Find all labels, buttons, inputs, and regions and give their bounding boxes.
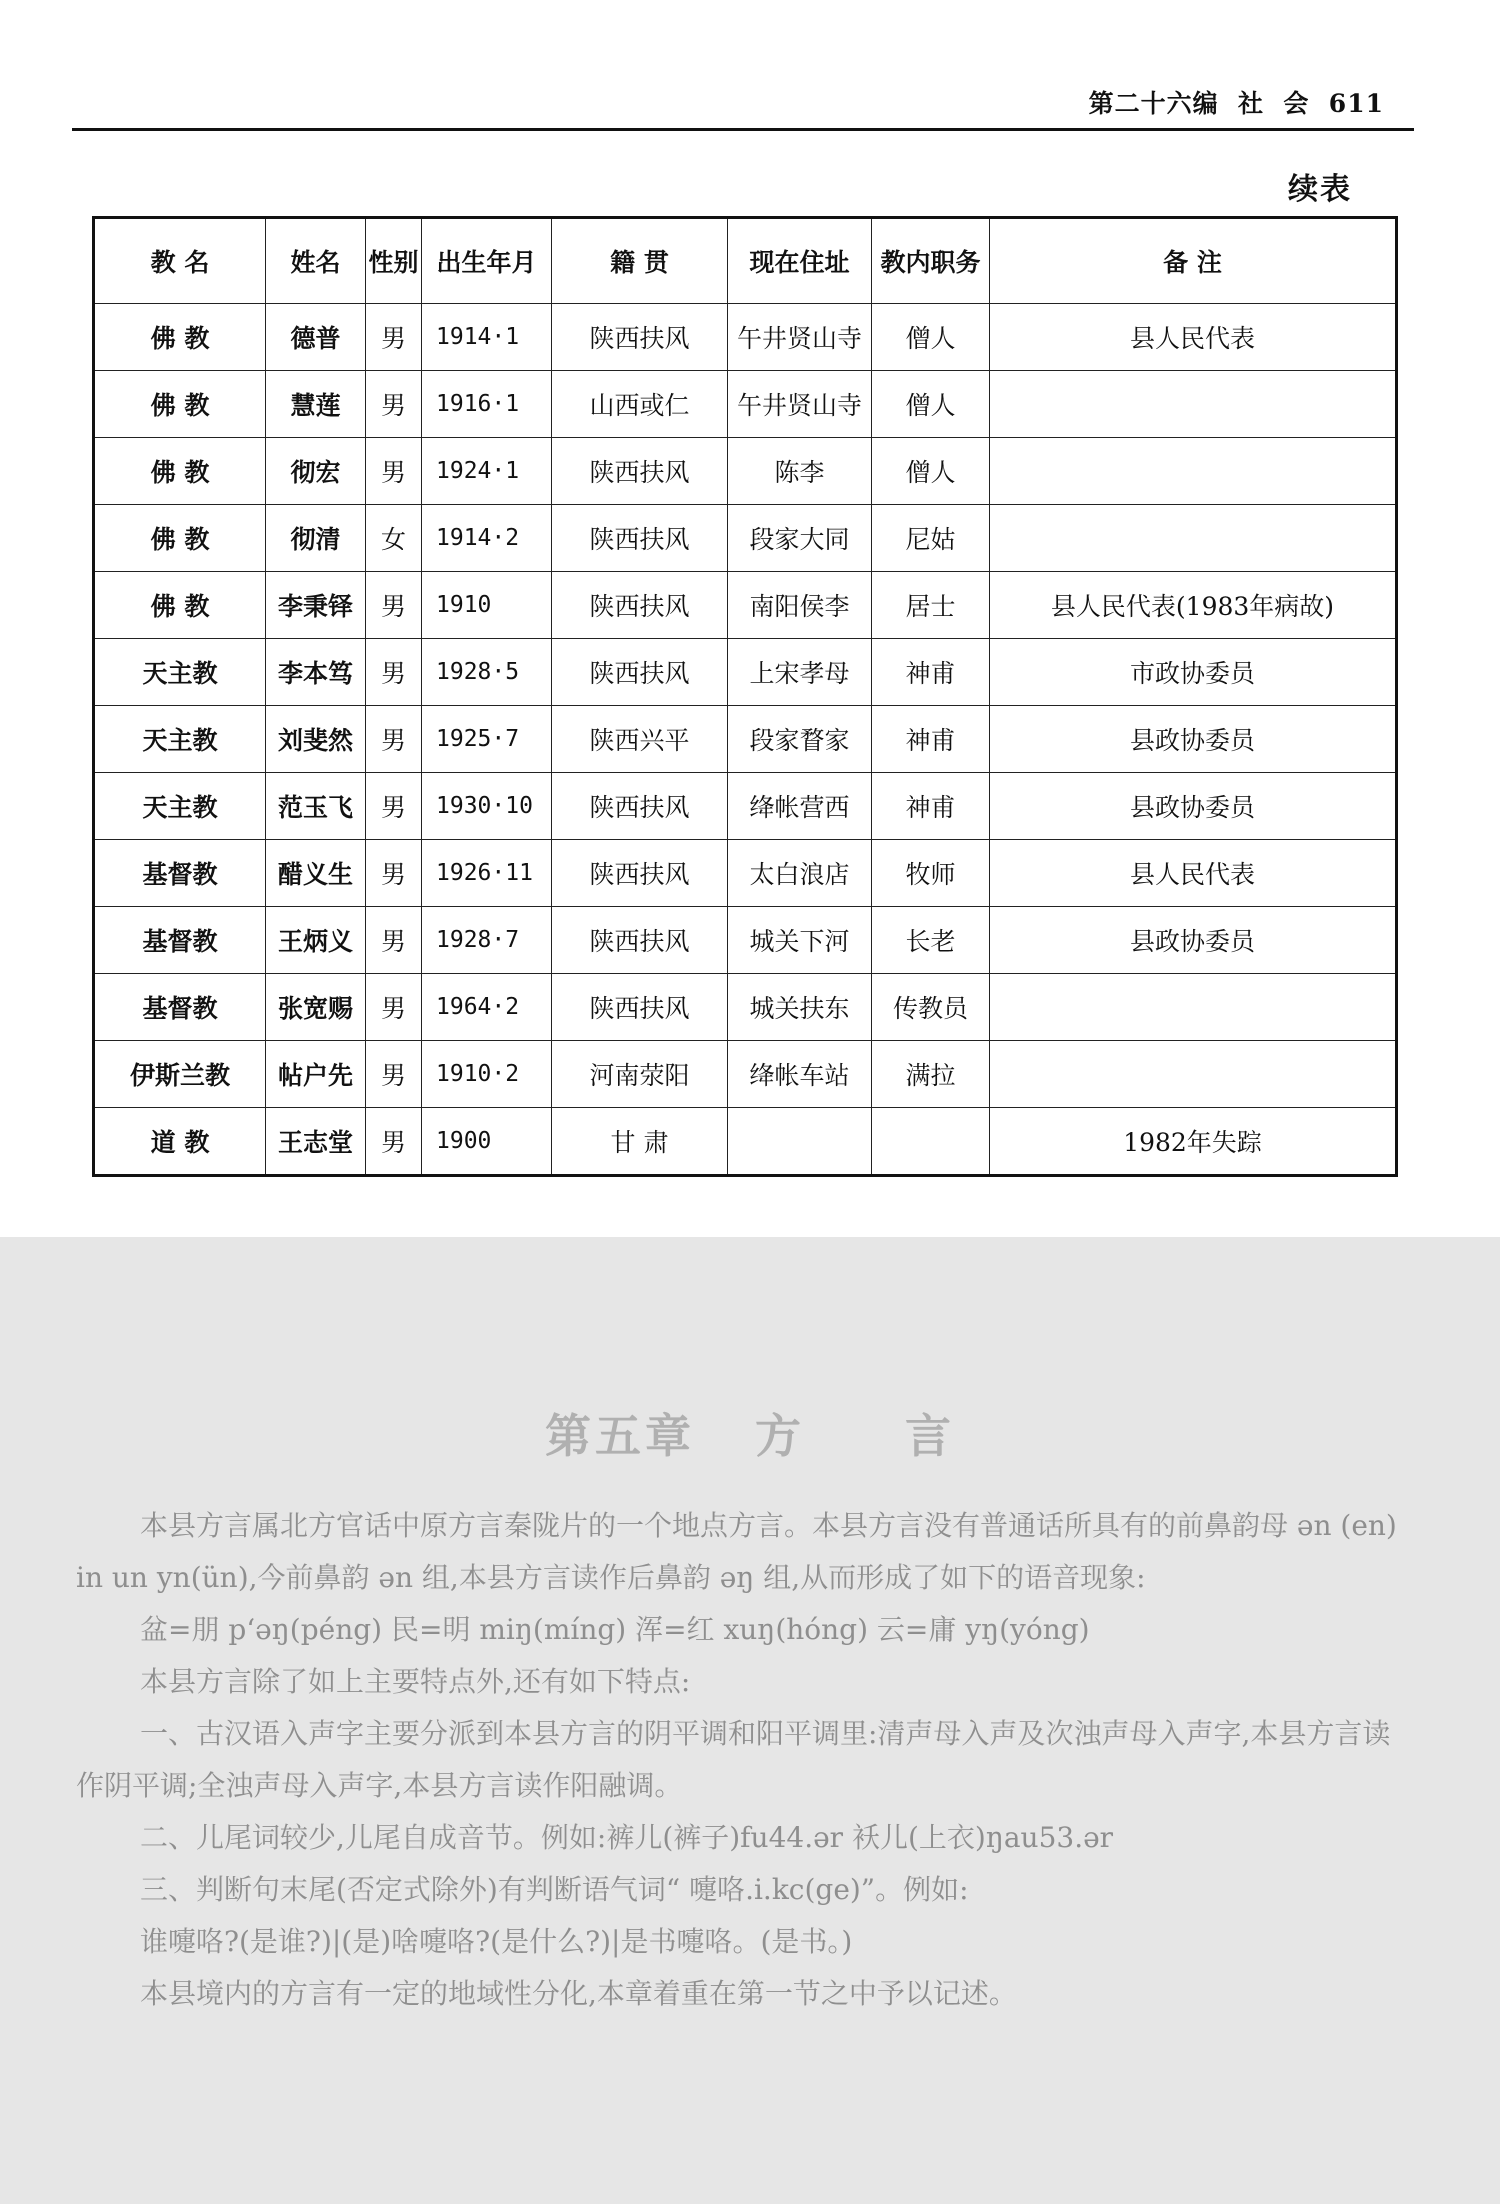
cell-name: 王志堂	[266, 1108, 366, 1176]
cell-birth: 1914·2	[422, 505, 552, 572]
cell-position: 僧人	[872, 371, 990, 438]
cell-name: 范玉飞	[266, 773, 366, 840]
cell-address: 城关下河	[728, 907, 872, 974]
column-header-address: 现在住址	[728, 218, 872, 304]
column-header-religion: 教 名	[94, 218, 266, 304]
cell-birth: 1900	[422, 1108, 552, 1176]
cell-religion: 佛 教	[94, 304, 266, 371]
column-header-sex: 性别	[366, 218, 422, 304]
cell-remarks: 县人民代表	[990, 304, 1397, 371]
cell-native-place: 甘 肃	[552, 1108, 728, 1176]
cell-position: 神甫	[872, 639, 990, 706]
cell-native-place: 陕西扶风	[552, 304, 728, 371]
cell-remarks: 市政协委员	[990, 639, 1397, 706]
paragraph-examples: 盆=朋 pʻəŋ(péng) 民=明 miŋ(míng) 浑=红 xuŋ(hóng) 云=庸 yŋ(yóng)	[140, 1613, 1090, 1646]
cell-address: 南阳侯李	[728, 572, 872, 639]
cell-native-place: 陕西扶风	[552, 639, 728, 706]
cell-sex: 男	[366, 304, 422, 371]
cell-birth: 1928·7	[422, 907, 552, 974]
cell-name: 醋义生	[266, 840, 366, 907]
paragraph-feature-2: 二、儿尾词较少,儿尾自成音节。例如:裤儿(裤子)fu44.ər 袄儿(上衣)ŋau53.ər	[140, 1821, 1114, 1854]
column-header-position: 教内职务	[872, 218, 990, 304]
cell-sex: 男	[366, 371, 422, 438]
religious-figures-table	[92, 216, 1398, 1177]
cell-birth: 1964·2	[422, 974, 552, 1041]
cell-native-place: 河南荥阳	[552, 1041, 728, 1108]
cell-native-place: 陕西扶风	[552, 907, 728, 974]
cell-address: 陈李	[728, 438, 872, 505]
cell-sex: 男	[366, 706, 422, 773]
cell-sex: 男	[366, 572, 422, 639]
table-row	[94, 572, 1397, 639]
cell-position: 长老	[872, 907, 990, 974]
cell-remarks	[990, 505, 1397, 572]
cell-religion: 佛 教	[94, 438, 266, 505]
cell-name: 李秉铎	[266, 572, 366, 639]
table-header-row	[94, 218, 1397, 304]
cell-remarks	[990, 974, 1397, 1041]
page-header	[72, 70, 1414, 131]
table-continued-label: 续表	[1288, 172, 1352, 207]
cell-name: 刘斐然	[266, 706, 366, 773]
table-row	[94, 1108, 1397, 1176]
cell-remarks: 县政协委员	[990, 706, 1397, 773]
cell-sex: 男	[366, 773, 422, 840]
cell-native-place: 陕西兴平	[552, 706, 728, 773]
chapter-title: 第五章 方 言	[544, 1409, 956, 1463]
table-row	[94, 438, 1397, 505]
cell-native-place: 山西或仁	[552, 371, 728, 438]
cell-remarks	[990, 438, 1397, 505]
cell-name: 彻清	[266, 505, 366, 572]
running-title: 第二十六编 社 会 611	[1088, 89, 1384, 118]
table-row	[94, 371, 1397, 438]
cell-birth: 1924·1	[422, 438, 552, 505]
cell-name: 李本笃	[266, 639, 366, 706]
table-row	[94, 304, 1397, 371]
cell-name: 张宽赐	[266, 974, 366, 1041]
cell-native-place: 陕西扶风	[552, 840, 728, 907]
table-row	[94, 974, 1397, 1041]
cell-address: 城关扶东	[728, 974, 872, 1041]
cell-birth: 1914·1	[422, 304, 552, 371]
paragraph-features-intro: 本县方言除了如上主要特点外,还有如下特点:	[140, 1665, 691, 1698]
cell-religion: 道 教	[94, 1108, 266, 1176]
cell-religion: 天主教	[94, 706, 266, 773]
cell-sex: 男	[366, 840, 422, 907]
cell-religion: 基督教	[94, 974, 266, 1041]
cell-remarks: 县人民代表	[990, 840, 1397, 907]
cell-birth: 1910·2	[422, 1041, 552, 1108]
cell-address: 午井贤山寺	[728, 371, 872, 438]
table-row	[94, 505, 1397, 572]
paragraph-intro: 本县方言属北方官话中原方言秦陇片的一个地点方言。本县方言没有普通话所具有的前鼻韵母 ən (en) in un yn(ün),今前鼻韵 ən 组,本县方言读作后鼻韵 əŋ 组,从而形成了如下的语音现象:	[76, 1509, 1397, 1594]
cell-religion: 佛 教	[94, 572, 266, 639]
cell-birth: 1928·5	[422, 639, 552, 706]
table-row	[94, 1041, 1397, 1108]
cell-remarks: 县政协委员	[990, 773, 1397, 840]
cell-name: 德普	[266, 304, 366, 371]
cell-sex: 男	[366, 639, 422, 706]
column-header-name: 姓名	[266, 218, 366, 304]
cell-religion: 基督教	[94, 840, 266, 907]
paragraph-closing: 本县境内的方言有一定的地域性分化,本章着重在第一节之中予以记述。	[140, 1977, 1017, 2010]
cell-native-place: 陕西扶风	[552, 505, 728, 572]
cell-sex: 男	[366, 438, 422, 505]
table-row	[94, 706, 1397, 773]
cell-position: 居士	[872, 572, 990, 639]
cell-religion: 天主教	[94, 639, 266, 706]
cell-position: 僧人	[872, 304, 990, 371]
cell-name: 帖户先	[266, 1041, 366, 1108]
cell-remarks: 县人民代表(1983年病故)	[990, 572, 1397, 639]
cell-remarks	[990, 1041, 1397, 1108]
cell-address: 上宋孝母	[728, 639, 872, 706]
column-header-remarks: 备 注	[990, 218, 1397, 304]
cell-sex: 女	[366, 505, 422, 572]
cell-position: 神甫	[872, 773, 990, 840]
column-header-birth: 出生年月	[422, 218, 552, 304]
cell-religion: 佛 教	[94, 371, 266, 438]
cell-position: 尼姑	[872, 505, 990, 572]
paragraph-feature-1: 一、古汉语入声字主要分派到本县方言的阴平调和阳平调里:清声母入声及次浊声母入声字,本县方言读作阴平调;全浊声母入声字,本县方言读作阳融调。	[76, 1717, 1391, 1802]
cell-position: 牧师	[872, 840, 990, 907]
column-header-native-place: 籍 贯	[552, 218, 728, 304]
cell-birth: 1926·11	[422, 840, 552, 907]
cell-sex: 男	[366, 907, 422, 974]
paragraph-feature-3-examples: 谁嚏咯?(是谁?)|(是)啥嚏咯?(是什么?)|是书嚏咯。(是书。)	[140, 1925, 853, 1958]
cell-address: 绛帐营西	[728, 773, 872, 840]
cell-sex: 男	[366, 1041, 422, 1108]
chapter-body	[76, 1500, 1416, 2020]
cell-name: 彻宏	[266, 438, 366, 505]
cell-remarks	[990, 371, 1397, 438]
cell-native-place: 陕西扶风	[552, 974, 728, 1041]
table-body	[94, 304, 1397, 1176]
cell-position: 神甫	[872, 706, 990, 773]
cell-address: 太白浪店	[728, 840, 872, 907]
paragraph-feature-3: 三、判断句末尾(否定式除外)有判断语气词“ 嚏咯.i.kc(ge)”。例如:	[140, 1873, 969, 1906]
cell-position: 僧人	[872, 438, 990, 505]
cell-birth: 1910	[422, 572, 552, 639]
table-row	[94, 639, 1397, 706]
cell-religion: 天主教	[94, 773, 266, 840]
table-row	[94, 907, 1397, 974]
cell-sex: 男	[366, 1108, 422, 1176]
cell-birth: 1930·10	[422, 773, 552, 840]
cell-birth: 1916·1	[422, 371, 552, 438]
cell-position: 满拉	[872, 1041, 990, 1108]
cell-name: 王炳义	[266, 907, 366, 974]
cell-address: 绛帐车站	[728, 1041, 872, 1108]
cell-position: 传教员	[872, 974, 990, 1041]
table-row	[94, 773, 1397, 840]
cell-address: 午井贤山寺	[728, 304, 872, 371]
cell-native-place: 陕西扶风	[552, 773, 728, 840]
cell-sex: 男	[366, 974, 422, 1041]
cell-religion: 伊斯兰教	[94, 1041, 266, 1108]
cell-address	[728, 1108, 872, 1176]
cell-remarks: 1982年失踪	[990, 1108, 1397, 1176]
cell-religion: 佛 教	[94, 505, 266, 572]
cell-address: 段家大同	[728, 505, 872, 572]
cell-native-place: 陕西扶风	[552, 438, 728, 505]
cell-native-place: 陕西扶风	[552, 572, 728, 639]
cell-address: 段家瞀家	[728, 706, 872, 773]
table-row	[94, 840, 1397, 907]
cell-religion: 基督教	[94, 907, 266, 974]
cell-remarks: 县政协委员	[990, 907, 1397, 974]
cell-position	[872, 1108, 990, 1176]
cell-birth: 1925·7	[422, 706, 552, 773]
cell-name: 慧莲	[266, 371, 366, 438]
